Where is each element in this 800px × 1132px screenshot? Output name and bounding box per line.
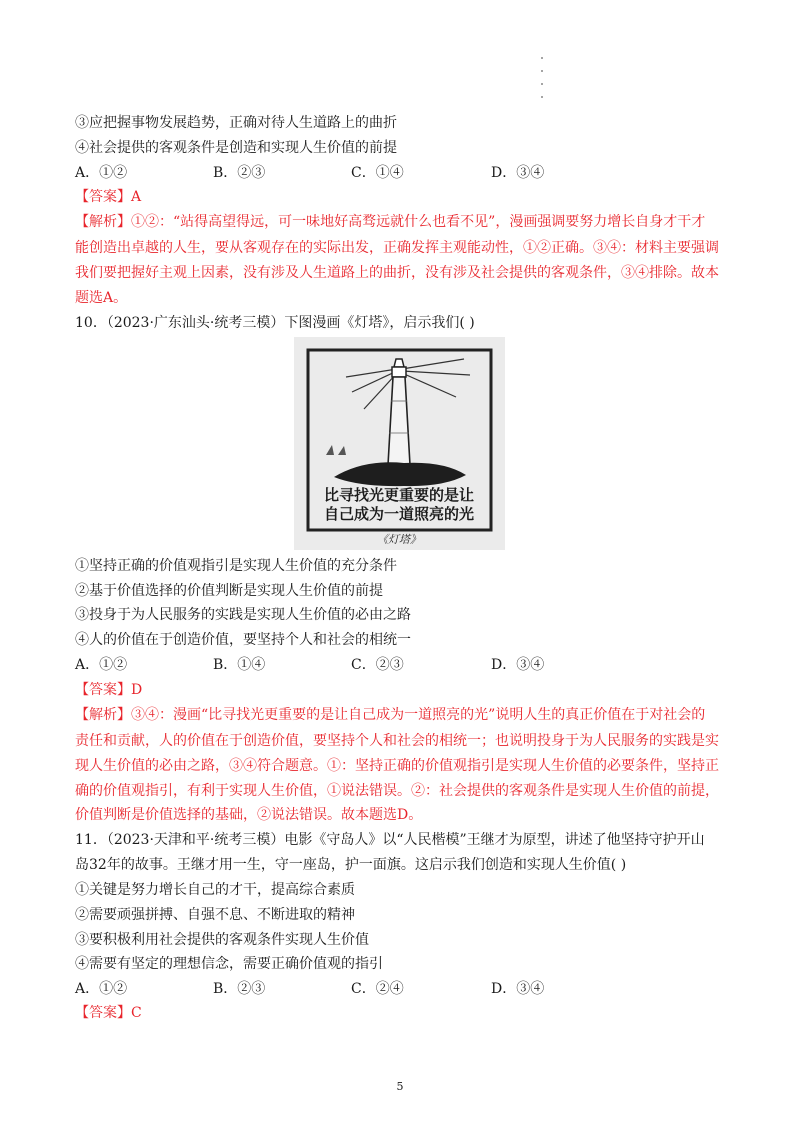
q9-option-b: B．②③ <box>213 165 266 181</box>
cartoon-text-line-1: 比寻找光更重要的是让 <box>323 486 475 504</box>
cartoon-text-line-2: 自己成为一道照亮的光 <box>323 505 475 523</box>
q9-analysis-line-1: 【解析】①②：“站得高望得远，可一味地好高骛远就什么也看不见”，漫画强调要努力增长自身才干才 <box>75 214 706 230</box>
q11-answer: 【答案】C <box>75 1005 142 1021</box>
q10-statement-4: ④人的价值在于创造价值，要坚持个人和社会的相统一 <box>75 632 411 648</box>
q9-analysis-line-3: 我们要把握好主观上因素，没有涉及人生道路上的曲折，没有涉及社会提供的客观条件，③④排除。故本 <box>75 265 719 281</box>
q10-analysis-line-4: 确的价值观指引，有利于实现人生价值，①说法错误。②：社会提供的客观条件是实现人生价值的前提， <box>75 783 719 799</box>
q10-statement-3: ③投身于为人民服务的实践是实现人生价值的必由之路 <box>75 607 411 623</box>
q11-stem-line-1: 11．（2023·天津和平·统考三模）电影《守岛人》以“人民楷模”王继才为原型，讲述了他坚持守护开山 <box>75 832 705 848</box>
q9-statement-3: ③应把握事物发展趋势，正确对待人生道路上的曲折 <box>75 115 397 131</box>
q11-stem-line-2: 岛32年的故事。王继才用一生，守一座岛，护一面旗。这启示我们创造和实现人生价值( ) <box>75 857 627 873</box>
q9-statement-4: ④社会提供的客观条件是创造和实现人生价值的前提 <box>75 140 397 156</box>
q10-stem: 10．（2023·广东汕头·统考三模）下图漫画《灯塔》，启示我们( ) <box>75 315 475 331</box>
q11-option-b: B．②③ <box>213 981 266 997</box>
q10-options <box>75 654 725 674</box>
page-number: 5 <box>396 1080 404 1093</box>
q10-answer: 【答案】D <box>75 682 143 698</box>
q11-statement-4: ④需要有坚定的理想信念，需要正确价值观的指引 <box>75 956 383 972</box>
q10-analysis-line-2: 责任和贡献，人的价值在于创造价值，要坚持个人和社会的相统一；也说明投身于为人民服务的实践是实 <box>75 733 719 749</box>
q9-option-c: C．①④ <box>351 165 404 181</box>
q9-analysis-line-2: 能创造出卓越的人生，要从客观存在的实际出发，正确发挥主观能动性，①②正确。③④：材料主要强调 <box>75 240 719 256</box>
q9-option-d: D．③④ <box>491 165 545 181</box>
q10-option-d: D．③④ <box>491 657 545 673</box>
q10-statement-1: ①坚持正确的价值观指引是实现人生价值的充分条件 <box>75 558 397 574</box>
q10-option-b: B．①④ <box>213 657 266 673</box>
q9-options <box>75 162 725 182</box>
lighthouse-cartoon <box>294 337 505 550</box>
q11-option-d: D．③④ <box>491 981 545 997</box>
q11-statement-2: ②需要顽强拼搏、自强不息、不断进取的精神 <box>75 907 355 923</box>
q11-statement-1: ①关键是努力增长自己的才干，提高综合素质 <box>75 882 355 898</box>
q10-option-c: C．②③ <box>351 657 404 673</box>
q9-analysis-line-4: 题选A。 <box>75 290 128 306</box>
lighthouse-drawing <box>294 337 505 550</box>
q10-analysis-line-3: 现人生价值的必由之路，③④符合题意。①：坚持正确的价值观指引是实现人生价值的必要条件，坚持正 <box>75 758 719 774</box>
q10-option-a: A．①② <box>75 657 128 673</box>
q9-option-a: A．①② <box>75 165 128 181</box>
q11-options <box>75 978 725 998</box>
q9-answer: 【答案】A <box>75 189 142 205</box>
q11-statement-3: ③要积极利用社会提供的客观条件实现人生价值 <box>75 932 369 948</box>
q10-analysis-line-1: 【解析】③④：漫画“比寻找光更重要的是让自己成为一道照亮的光”说明人生的真正价值在于对社会的 <box>75 707 706 723</box>
q11-option-c: C．②④ <box>351 981 404 997</box>
scan-artifact-dots <box>541 57 547 109</box>
q10-statement-2: ②基于价值选择的价值判断是实现人生价值的前提 <box>75 583 383 599</box>
q10-analysis-line-5: 价值判断是价值选择的基础，②说法错误。故本题选D。 <box>75 807 423 823</box>
q11-option-a: A．①② <box>75 981 128 997</box>
cartoon-caption: 《灯塔》 <box>377 533 421 546</box>
